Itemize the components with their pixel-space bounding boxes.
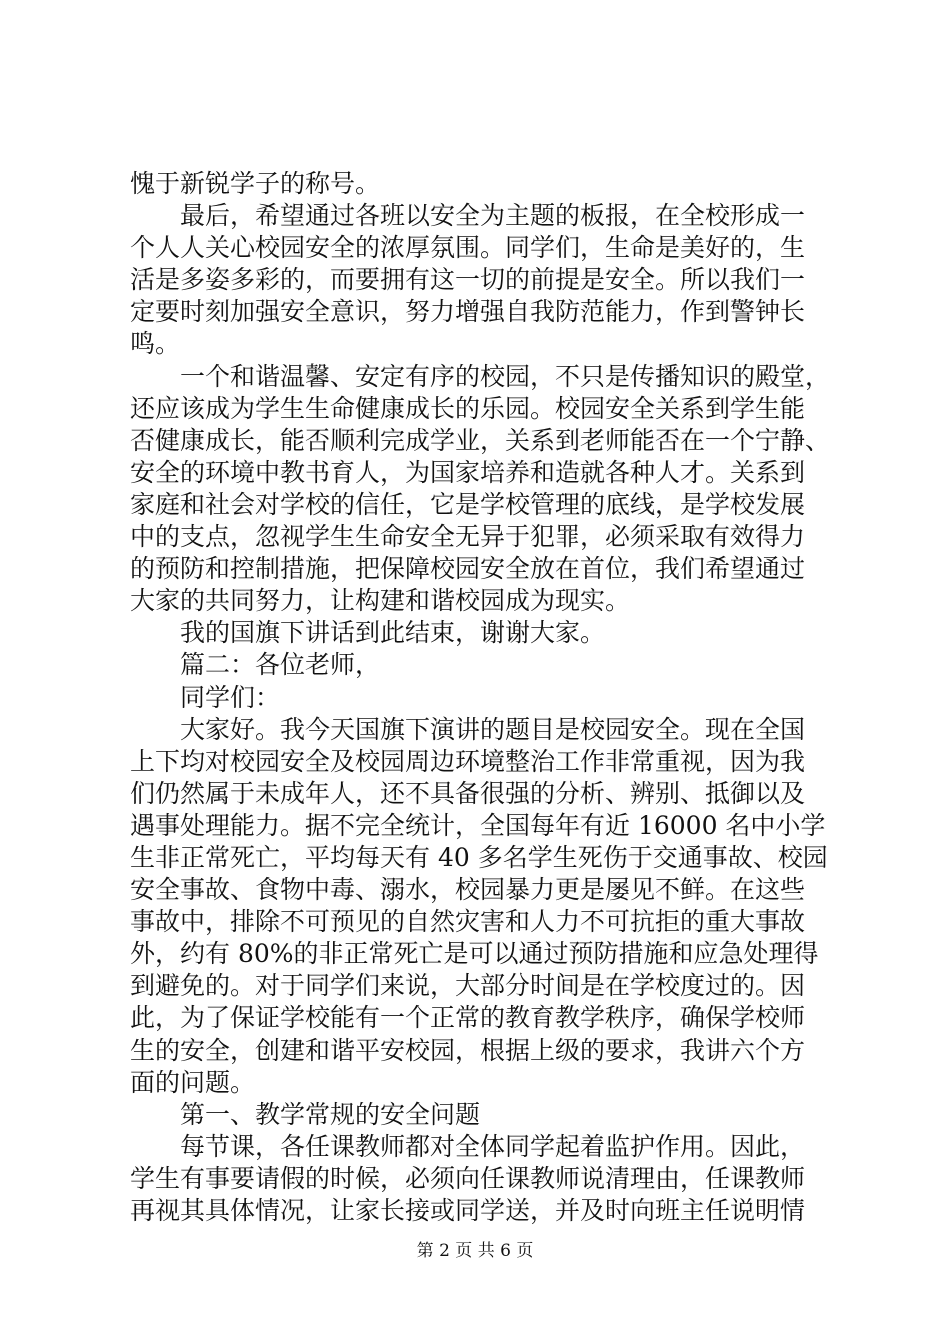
text-line: 我的国旗下讲话到此结束，谢谢大家。: [130, 618, 606, 648]
text-line: 还应该成为学生生命健康成长的乐园。校园安全关系到学生能: [130, 393, 806, 423]
text-line: 的预防和控制措施，把保障校园安全放在首位，我们希望通过: [130, 554, 806, 584]
page-number-footer: 第 2 页 共 6 页: [416, 1241, 534, 1261]
text-line: 遇事处理能力。据不完全统计，全国每年有近 16000 名中小学: [130, 810, 826, 840]
text-line: 愧于新锐学子的称号。: [130, 169, 381, 198]
text-line: 安全事故、食物中毒、溺水，校园暴力更是屡见不鲜。在这些: [130, 875, 806, 905]
text-line: 活是多姿多彩的，而要拥有这一切的前提是安全。所以我们一: [130, 265, 806, 295]
text-line: 第一、教学常规的安全问题: [130, 1099, 481, 1129]
text-line: 事故中，排除不可预见的自然灾害和人力不可抗拒的重大事故: [130, 907, 806, 937]
text-line: 每节课，各任课教师都对全体同学起着监护作用。因此，: [130, 1131, 806, 1161]
text-line: 再视其具体情况，让家长接或同学送，并及时向班主任说明情: [130, 1196, 806, 1225]
text-line: 同学们：: [130, 682, 281, 712]
text-line: 安全的环境中教书育人，为国家培养和造就各种人才。关系到: [130, 457, 806, 487]
text-line: 生非正常死亡，平均每天有 40 多名学生死伤于交通事故、校园: [130, 842, 828, 872]
text-line: 鸣。: [130, 329, 181, 359]
text-line: 最后，希望通过各班以安全为主题的板报，在全校形成一: [130, 201, 806, 231]
text-line: 个人人关心校园安全的浓厚氛围。同学们，生命是美好的，生: [130, 233, 806, 263]
text-line: 家庭和社会对学校的信任，它是学校管理的底线，是学校发展: [130, 489, 806, 519]
text-line: 学生有事要请假的时候，必须向任课教师说清理由，任课教师: [130, 1163, 806, 1193]
text-line: 中的支点，忽视学生生命安全无异于犯罪，必须采取有效得力: [130, 522, 806, 552]
text-line: 大家的共同努力，让构建和谐校园成为现实。: [130, 586, 631, 616]
document-body: [130, 168, 830, 1227]
text-line: 上下均对校园安全及校园周边环境整治工作非常重视，因为我: [130, 746, 806, 776]
text-line: 外，约有 80%的非正常死亡是可以通过预防措施和应急处理得: [130, 939, 819, 969]
text-line: 们仍然属于未成年人，还不具备很强的分析、辨别、抵御以及: [130, 778, 806, 808]
text-line: 定要时刻加强安全意识，努力增强自我防范能力，作到警钟长: [130, 297, 806, 327]
text-line: 篇二：各位老师，: [130, 650, 381, 680]
text-line: 到避免的。对于同学们来说，大部分时间是在学校度过的。因: [130, 971, 806, 1001]
text-line: 面的问题。: [130, 1067, 256, 1097]
text-line: 生的安全，创建和谐平安校园，根据上级的要求，我讲六个方: [130, 1035, 806, 1065]
text-line: 一个和谐温馨、安定有序的校园，不只是传播知识的殿堂，: [130, 361, 831, 391]
text-line: 此，为了保证学校能有一个正常的教育教学秩序，确保学校师: [130, 1003, 806, 1033]
text-line: 大家好。我今天国旗下演讲的题目是校园安全。现在全国: [130, 714, 806, 744]
text-line: 否健康成长，能否顺利完成学业，关系到老师能否在一个宁静、: [130, 425, 831, 455]
